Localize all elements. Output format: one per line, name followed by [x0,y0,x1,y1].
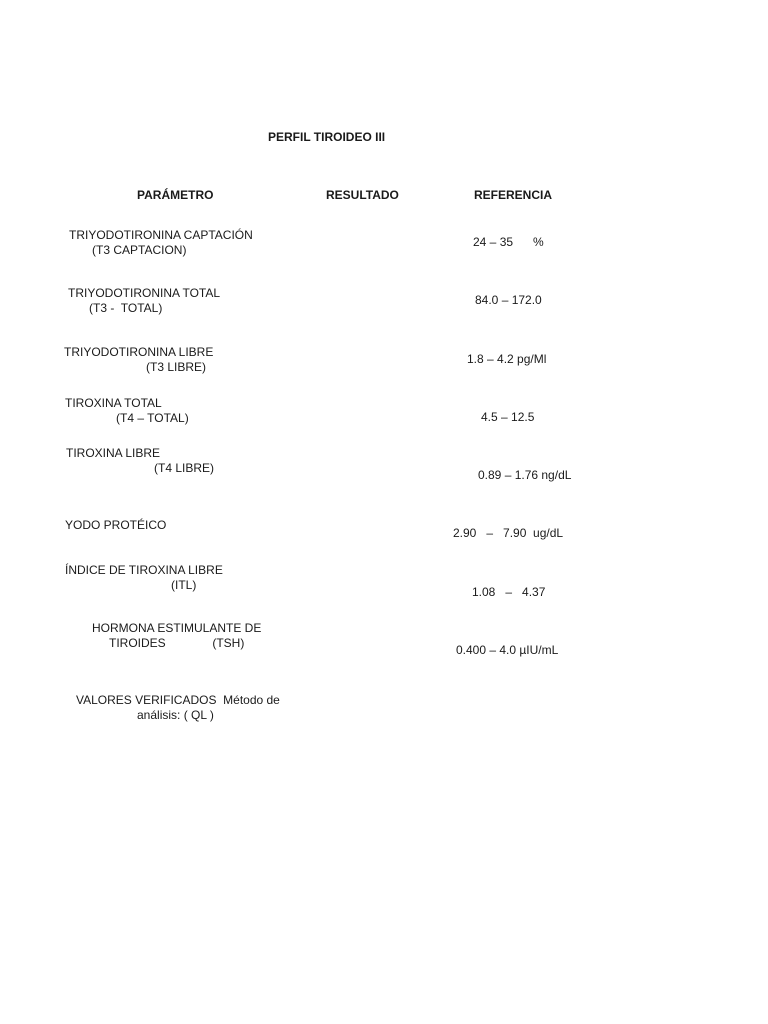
reference-value: 84.0 – 172.0 [475,293,542,307]
footer-note-line1: VALORES VERIFICADOS Método de [76,693,280,707]
param-abbr: (ITL) [171,578,197,592]
param-name: TIROXINA LIBRE [66,446,161,460]
param-name: TRIYODOTIRONINA TOTAL [68,286,221,300]
reference-value: 24 – 35 % [473,235,544,249]
footer-note-line2: análisis: ( QL ) [137,708,214,722]
header-resultado: RESULTADO [326,188,399,202]
header-referencia: REFERENCIA [474,188,553,202]
reference-value: 1.8 – 4.2 pg/Ml [467,352,547,366]
reference-value: 1.08 – 4.37 [472,585,546,599]
param-abbr: (T3 - TOTAL) [89,301,163,315]
reference-value: 0.89 – 1.76 ng/dL [478,468,572,482]
param-abbr: (T4 – TOTAL) [116,411,189,425]
reference-value: 4.5 – 12.5 [481,410,535,424]
param-name: ÍNDICE DE TIROXINA LIBRE [65,563,223,577]
param-name: YODO PROTÉICO [65,518,167,532]
param-name: TIROXINA TOTAL [65,396,162,410]
header-parametro: PARÁMETRO [137,188,214,202]
reference-value: 0.400 – 4.0 µIU/mL [456,643,559,657]
param-abbr: (T3 LIBRE) [146,360,207,374]
param-abbr: TIROIDES (TSH) [109,636,245,650]
param-name: TRIYODOTIRONINA LIBRE [64,345,214,359]
param-abbr: (T3 CAPTACION) [92,243,187,257]
page-title: PERFIL TIROIDEO III [268,130,386,144]
param-name: TRIYODOTIRONINA CAPTACIÓN [69,228,253,242]
param-name: HORMONA ESTIMULANTE DE [92,621,262,635]
reference-value: 2.90 – 7.90 ug/dL [453,526,564,540]
param-abbr: (T4 LIBRE) [154,461,215,475]
